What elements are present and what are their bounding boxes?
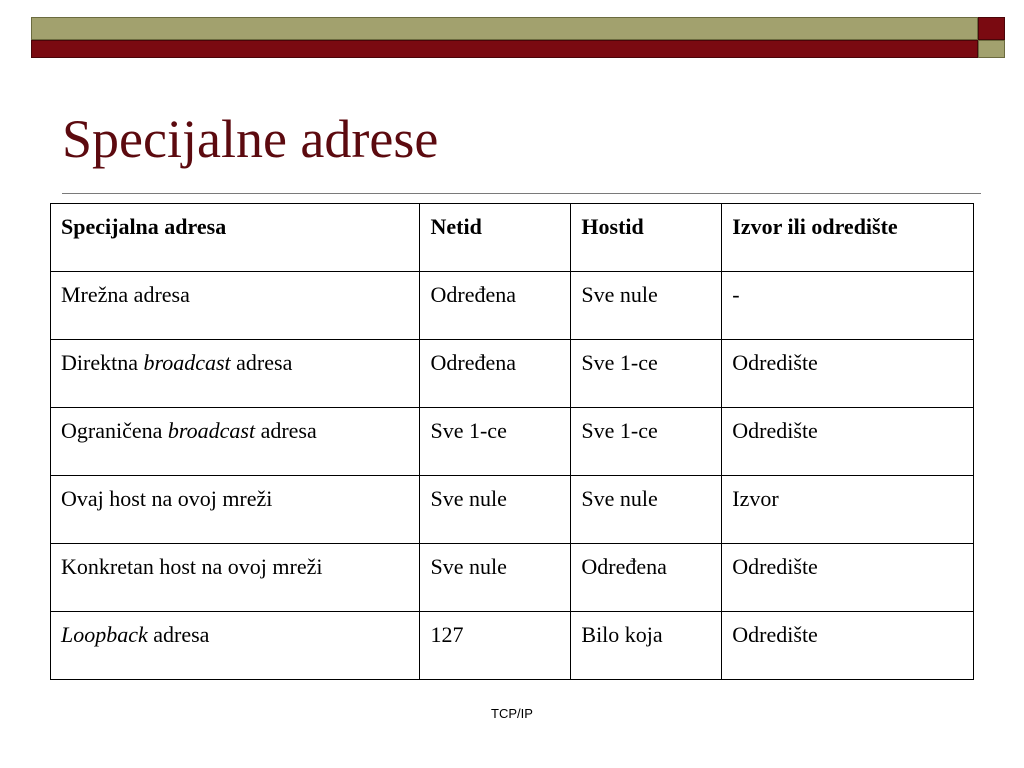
title-divider [62, 193, 981, 194]
address-italic: broadcast [167, 418, 256, 443]
header-special-address: Specijalna adresa [51, 204, 420, 272]
address-text: Ograničena [61, 418, 168, 443]
address-text: Konkretan host na ovoj mreži [61, 554, 323, 579]
cell-netid: 127 [420, 612, 571, 680]
slide-title: Specijalne adrese [62, 109, 439, 169]
header-square-olive [978, 40, 1005, 58]
table-row [51, 612, 974, 680]
cell-address [51, 544, 420, 612]
cell-direction: Odredište [722, 612, 974, 680]
table-row [51, 544, 974, 612]
header-source-destination: Izvor ili odredište [722, 204, 974, 272]
address-text: Direktna [61, 350, 144, 375]
cell-direction: Odredište [722, 544, 974, 612]
cell-address [51, 272, 420, 340]
table-row [51, 476, 974, 544]
header-band-maroon [31, 40, 978, 58]
cell-netid: Određena [420, 272, 571, 340]
address-text-suffix: adresa [147, 622, 210, 647]
cell-address [51, 408, 420, 476]
address-text: Mrežna adresa [61, 282, 190, 307]
cell-direction: Izvor [722, 476, 974, 544]
cell-netid: Sve nule [420, 476, 571, 544]
cell-address [51, 340, 420, 408]
header-band-olive [31, 17, 978, 40]
cell-netid: Sve nule [420, 544, 571, 612]
address-text-suffix: adresa [230, 350, 293, 375]
cell-hostid: Sve 1-ce [571, 340, 722, 408]
table-row [51, 408, 974, 476]
header-square-maroon [978, 17, 1005, 40]
header-hostid: Hostid [571, 204, 722, 272]
cell-hostid: Sve nule [571, 272, 722, 340]
cell-direction: Odredište [722, 340, 974, 408]
cell-netid: Sve 1-ce [420, 408, 571, 476]
address-text-suffix: adresa [255, 418, 317, 443]
cell-direction: - [722, 272, 974, 340]
cell-hostid: Određena [571, 544, 722, 612]
special-addresses-table [50, 203, 974, 680]
address-text: Ovaj host na ovoj mreži [61, 486, 273, 511]
cell-hostid: Sve nule [571, 476, 722, 544]
cell-address [51, 476, 420, 544]
table-row [51, 340, 974, 408]
address-italic: Loopback [61, 622, 148, 647]
table-row [51, 272, 974, 340]
table-header-row [51, 204, 974, 272]
cell-address [51, 612, 420, 680]
slide-footer: TCP/IP [491, 706, 533, 721]
cell-direction: Odredište [722, 408, 974, 476]
address-italic: broadcast [143, 350, 231, 375]
cell-hostid: Sve 1-ce [571, 408, 722, 476]
cell-hostid: Bilo koja [571, 612, 722, 680]
cell-netid: Određena [420, 340, 571, 408]
header-netid: Netid [420, 204, 571, 272]
